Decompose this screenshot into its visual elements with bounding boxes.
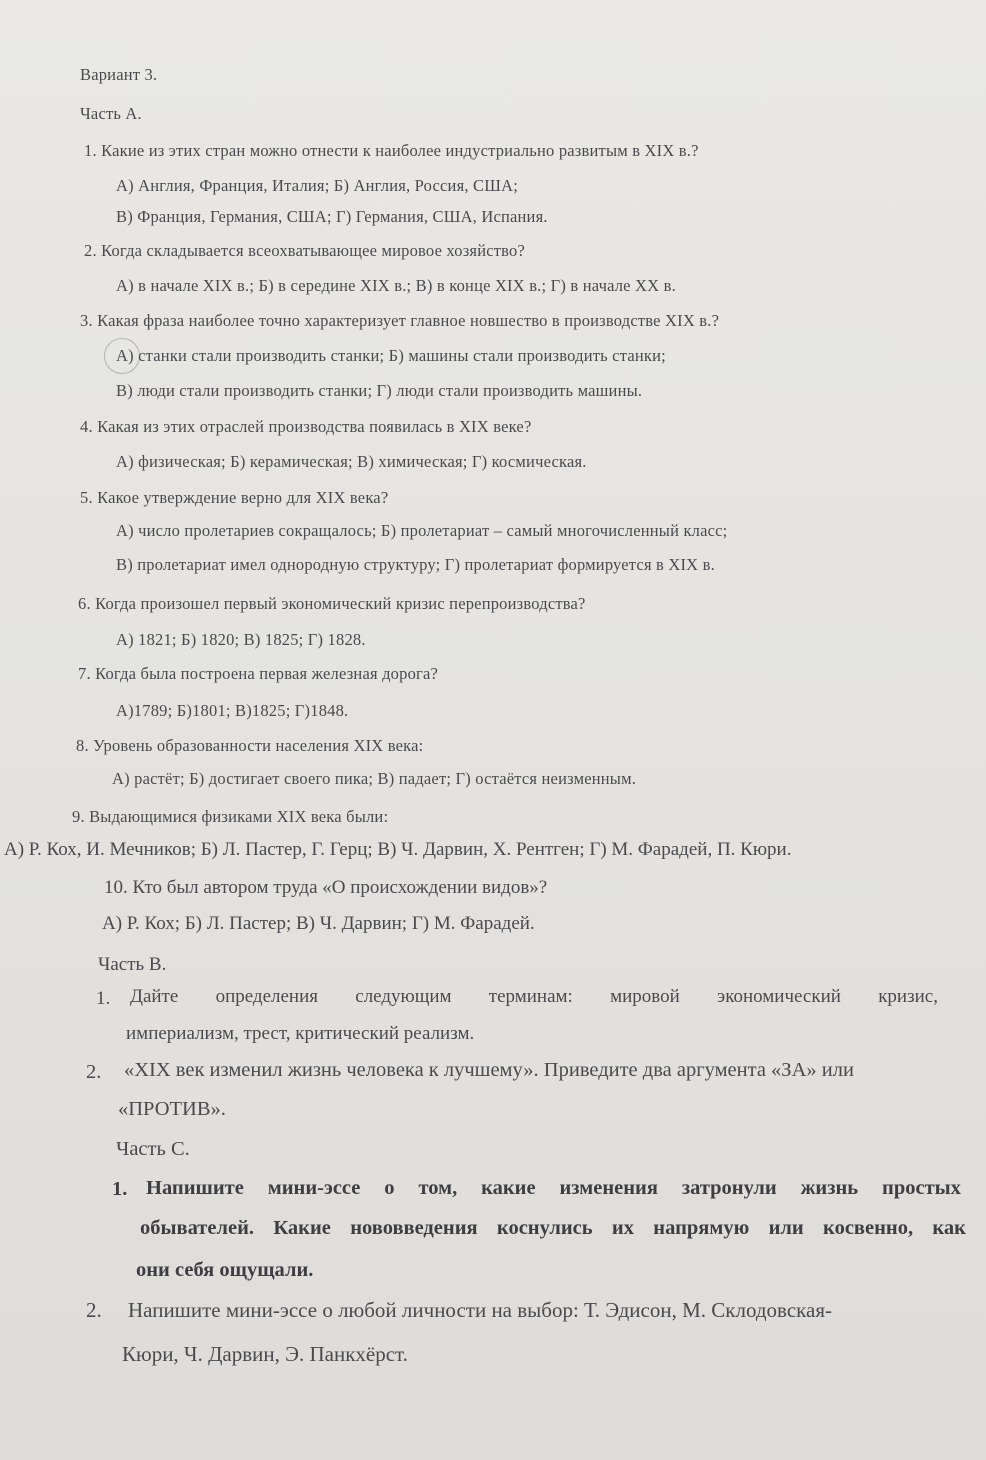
word: том, — [418, 1177, 458, 1199]
part-c-heading: Часть С. — [116, 1138, 190, 1160]
part-b-heading: Часть В. — [98, 954, 167, 975]
variant-title: Вариант 3. — [80, 65, 158, 84]
word: экономический — [717, 986, 841, 1007]
part-c-task-2-number: 2. — [86, 1298, 102, 1322]
word: какие — [481, 1177, 536, 1199]
part-b-task-2-line: «XIX век изменил жизнь человека к лучшему». Приведите два аргумента «ЗА» или — [124, 1059, 854, 1081]
question-2: 2. Когда складывается всеохватывающее мировое хозяйство? — [84, 241, 526, 260]
part-b-task-1-continuation: империализм, трест, критический реализм. — [126, 1023, 475, 1044]
word: или — [768, 1217, 804, 1239]
part-c-task-1-number: 1. — [112, 1178, 128, 1200]
question-6-options: А) 1821; Б) 1820; В) 1825; Г) 1828. — [116, 630, 366, 649]
question-10: 10. Кто был автором труда «О происхождении видов»? — [104, 877, 548, 898]
part-a-heading: Часть А. — [80, 104, 142, 123]
question-6: 6. Когда произошел первый экономический кризис перепроизводства? — [78, 594, 586, 613]
word: изменения — [559, 1177, 658, 1199]
word: косвенно, — [823, 1217, 914, 1239]
question-7: 7. Когда была построена первая железная дорога? — [78, 664, 439, 683]
word: о — [384, 1177, 395, 1199]
question-1-options-b: В) Франция, Германия, США; Г) Германия, США, Испания. — [116, 207, 548, 226]
word: простых — [882, 1177, 961, 1199]
question-10-options: А) Р. Кох; Б) Л. Пастер; В) Ч. Дарвин; Г) М. Фарадей. — [102, 913, 535, 934]
word: обывателей. — [140, 1217, 255, 1239]
word: напрямую — [653, 1217, 750, 1239]
question-1: 1. Какие из этих стран можно отнести к наиболее индустриально развитым в XIX в.? — [84, 141, 699, 160]
question-5: 5. Какое утверждение верно для XIX века? — [80, 488, 389, 507]
word: терминам: — [488, 986, 573, 1007]
question-1-options-a: А) Англия, Франция, Италия; Б) Англия, Россия, США; — [116, 176, 518, 195]
part-c-task-2-line: Напишите мини-эссе о любой личности на выбор: Т. Эдисон, М. Склодовская- — [128, 1298, 833, 1322]
part-b-task-2-number: 2. — [86, 1061, 102, 1083]
word: затронули — [681, 1177, 777, 1199]
question-4-options: А) физическая; Б) керамическая; В) химическая; Г) космическая. — [116, 452, 587, 471]
part-c-task-1-continuation: они себя ощущали. — [136, 1259, 314, 1281]
word: Какие — [273, 1217, 331, 1239]
question-2-options: А) в начале XIX в.; Б) в середине XIX в.; В) в конце XIX в.; Г) в начале XX в. — [116, 276, 676, 295]
word: мини-эссе — [267, 1177, 361, 1199]
question-3: 3. Какая фраза наиболее точно характеризует главное новшество в производстве XIX в.? — [80, 311, 720, 330]
part-c-task-2-continuation: Кюри, Ч. Дарвин, Э. Панкхёрст. — [122, 1342, 408, 1366]
word: определения — [215, 986, 319, 1007]
question-3-options-a: А) станки стали производить станки; Б) машины стали производить станки; — [116, 346, 666, 365]
question-5-options-a: А) число пролетариев сокращалось; Б) пролетариат – самый многочисленный класс; — [116, 521, 728, 540]
part-c-task-1-line-2 — [140, 1218, 966, 1239]
part-b-task-1-line — [130, 987, 938, 1006]
word: жизнь — [800, 1177, 859, 1199]
question-9-options: А) Р. Кох, И. Мечников; Б) Л. Пастер, Г. Герц; В) Ч. Дарвин, Х. Рентген; Г) М. Фарадей, П. Кюри. — [4, 839, 792, 860]
word: Напишите — [146, 1177, 244, 1199]
question-4: 4. Какая из этих отраслей производства появилась в XIX веке? — [80, 417, 532, 436]
part-b-task-2-continuation: «ПРОТИВ». — [118, 1098, 226, 1120]
word: коснулись — [496, 1217, 593, 1239]
question-3-options-b: В) люди стали производить станки; Г) люди стали производить машины. — [116, 381, 643, 400]
part-b-task-1-number: 1. — [96, 988, 111, 1009]
question-7-options: А)1789; Б)1801; В)1825; Г)1848. — [116, 701, 349, 720]
question-9: 9. Выдающимися физиками XIX века были: — [72, 807, 389, 826]
word: мировой — [610, 986, 680, 1007]
question-5-options-b: В) пролетариат имел однородную структуру; Г) пролетариат формируется в XIX в. — [116, 555, 715, 574]
word: их — [611, 1217, 634, 1239]
word: нововведения — [350, 1217, 478, 1239]
part-c-task-1-line-1 — [146, 1178, 961, 1199]
question-8-options: А) растёт; Б) достигает своего пика; В) падает; Г) остаётся неизменным. — [112, 769, 637, 788]
question-8: 8. Уровень образованности населения XIX века: — [76, 736, 424, 755]
word: Дайте — [130, 986, 179, 1007]
word: как — [932, 1217, 966, 1239]
word: кризис, — [878, 986, 938, 1007]
word: следующим — [355, 986, 452, 1007]
